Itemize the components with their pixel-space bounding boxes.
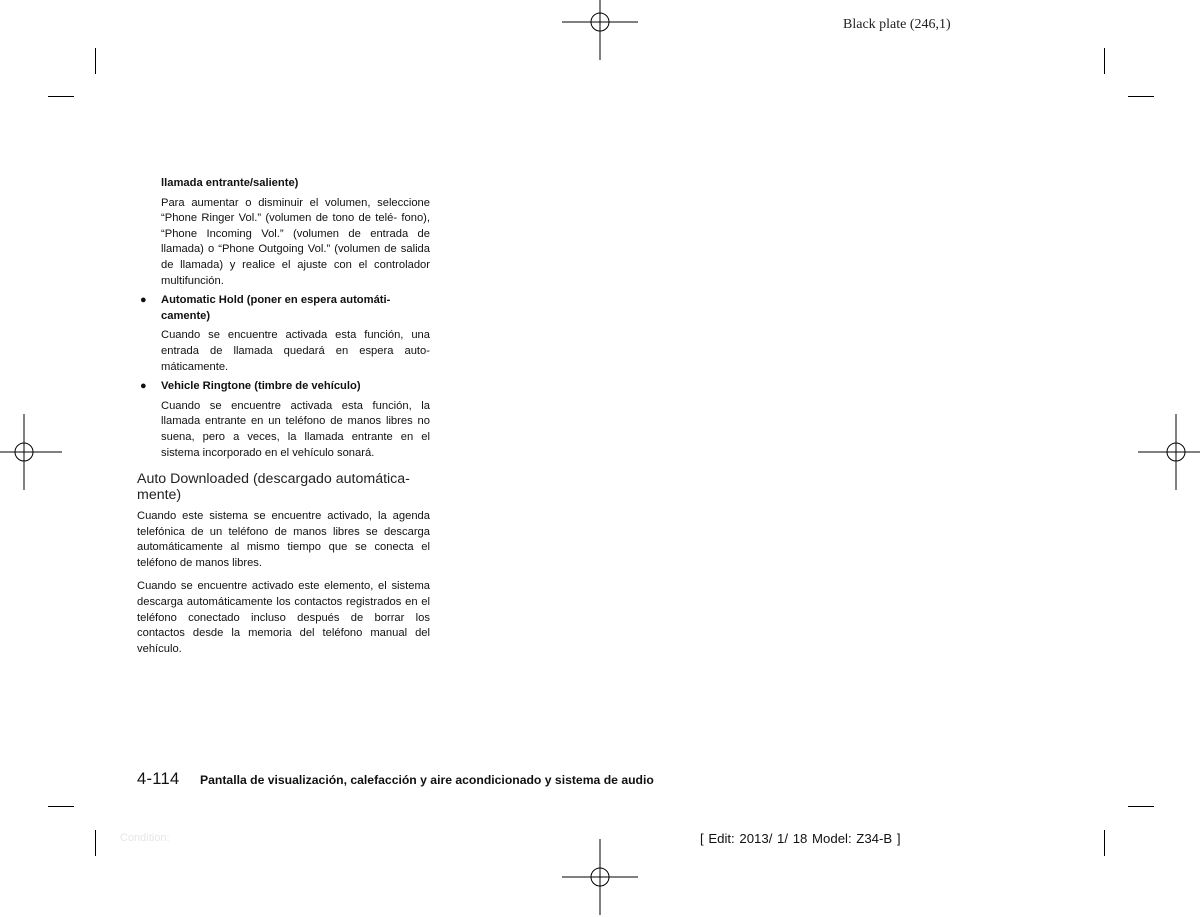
auto-downloaded-paragraph-2: Cuando se encuentre activado este elemento, el sistema descarga automáticamente los contactos registrados en el teléfono conectado incluso después de borrar los contactos desde la memoria del teléfono manual del vehículo. bbox=[137, 580, 430, 655]
automatic-hold-label: Automatic Hold (poner en espera automáti- camente) bbox=[161, 294, 391, 322]
registration-mark-bottom-icon bbox=[560, 837, 640, 917]
item-heading-continued: llamada entrante/saliente) bbox=[161, 177, 299, 189]
auto-downloaded-heading: Auto Downloaded (descargado automática- mente) bbox=[137, 471, 410, 504]
main-column bbox=[137, 176, 430, 657]
crop-mark-top-left-vertical bbox=[95, 48, 96, 74]
crop-mark-bottom-right-vertical bbox=[1104, 830, 1105, 856]
registration-mark-right-icon bbox=[1136, 412, 1200, 492]
crop-mark-bottom-right-horizontal bbox=[1128, 806, 1154, 807]
bullet-dot: ● bbox=[140, 294, 147, 307]
black-plate-label: Black plate (246,1) bbox=[843, 17, 951, 32]
crop-mark-bottom-left-vertical bbox=[95, 830, 96, 856]
bullet-vehicle-ringtone bbox=[137, 379, 430, 395]
crop-mark-bottom-left-horizontal bbox=[48, 806, 74, 807]
registration-mark-top-icon bbox=[560, 0, 640, 62]
crop-mark-top-right-vertical bbox=[1104, 48, 1105, 74]
bullet-dot: ● bbox=[140, 380, 147, 393]
registration-mark-left-icon bbox=[0, 412, 64, 492]
vehicle-ringtone-paragraph: Cuando se encuentre activada esta función, la llamada entrante en un teléfono de manos libres no suena, pero a veces, la llamada entrante en el sistema incorporado en el vehículo sonará. bbox=[161, 399, 430, 459]
volume-paragraph: Para aumentar o disminuir el volumen, seleccione “Phone Ringer Vol.” (volumen de tono de telé- fono), “Phone Incoming Vol.” (volumen de entrada de llamada) o “Phone Outgoing Vol.” (volumen de salida de llamada) y realice el ajuste con el controlador multifunción. bbox=[161, 196, 430, 287]
auto-downloaded-paragraph-1: Cuando este sistema se encuentre activado, la agenda telefónica de un teléfono de manos libres se descarga automáticamente al mismo tiempo que se conecta el teléfono de manos libres. bbox=[137, 510, 430, 569]
bullet-automatic-hold bbox=[137, 293, 430, 324]
crop-mark-top-left-horizontal bbox=[48, 96, 74, 97]
section-title: Pantalla de visualización, calefacción y aire acondicionado y sistema de audio bbox=[200, 773, 654, 787]
edit-model-info: [ Edit: 2013/ 1/ 18 Model: Z34-B ] bbox=[700, 831, 901, 846]
page-number: 4-114 bbox=[137, 770, 180, 788]
crop-mark-top-right-horizontal bbox=[1128, 96, 1154, 97]
vehicle-ringtone-label: Vehicle Ringtone (timbre de vehículo) bbox=[161, 380, 361, 393]
automatic-hold-paragraph: Cuando se encuentre activada esta función, una entrada de llamada quedará en espera auto- máticamente. bbox=[161, 329, 430, 373]
condition-label: Condition: bbox=[120, 832, 170, 844]
